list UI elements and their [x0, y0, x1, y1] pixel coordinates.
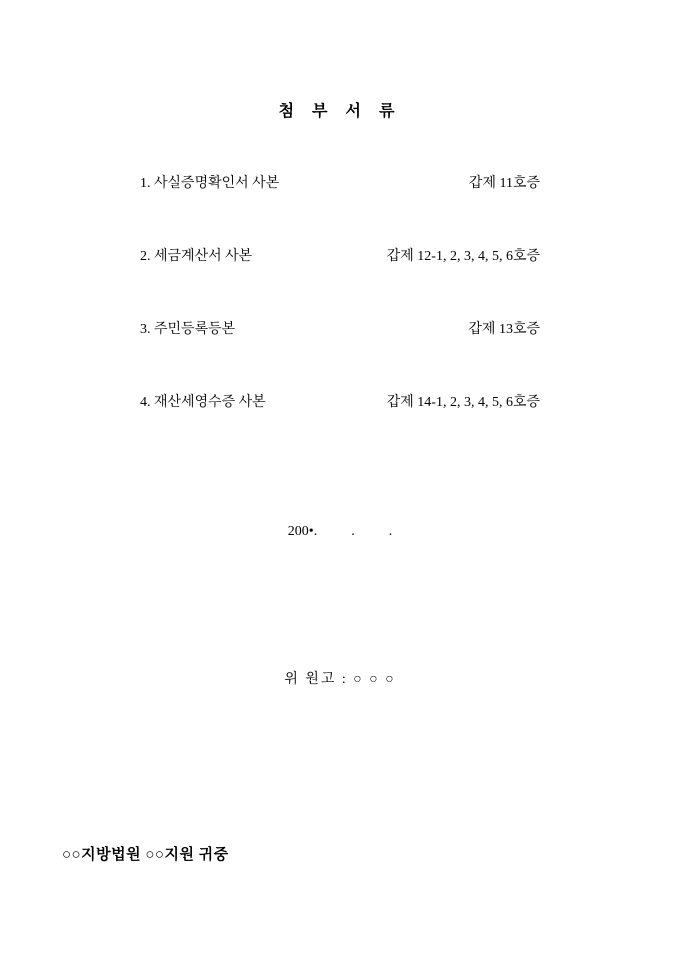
list-item	[140, 318, 540, 391]
court-line: ○○지방법원 ○○지원 귀중	[62, 847, 229, 863]
list-item	[140, 245, 540, 318]
attachment-list	[140, 172, 540, 464]
list-item	[140, 391, 540, 464]
attachment-label: 2. 세금계산서 사본	[140, 249, 253, 264]
attachment-label: 1. 사실증명확인서 사본	[140, 176, 280, 191]
attachment-label: 3. 주민등록등본	[140, 322, 236, 337]
attachment-reference: 갑제 13호증	[468, 322, 540, 337]
date-line	[0, 524, 680, 540]
attachment-reference: 갑제 11호증	[468, 176, 540, 191]
date-month: .	[351, 524, 355, 539]
date-year: 200•.	[287, 524, 318, 539]
attachment-label: 4. 재산세영수증 사본	[140, 395, 266, 410]
attachment-reference: 갑제 14-1, 2, 3, 4, 5, 6호증	[386, 395, 540, 410]
page-title: 첨 부 서 류	[278, 103, 402, 120]
list-item	[140, 172, 540, 245]
attachment-reference: 갑제 12-1, 2, 3, 4, 5, 6호증	[386, 249, 540, 264]
signature-line: 위 원고 : ○ ○ ○	[284, 672, 396, 687]
date-day: .	[388, 524, 393, 539]
